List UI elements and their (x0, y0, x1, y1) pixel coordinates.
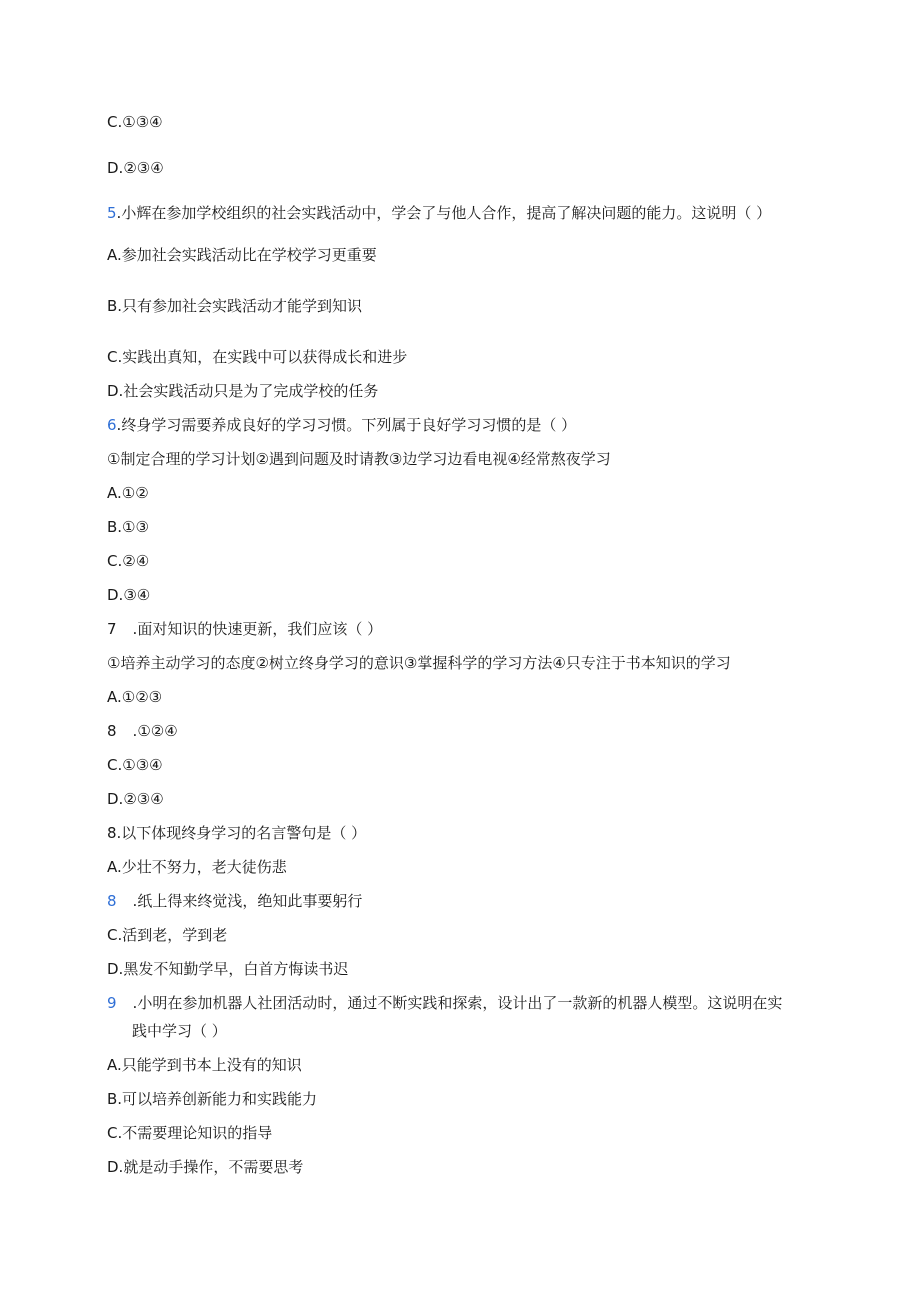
q8-option-c: C.活到老，学到老 (107, 926, 228, 944)
q7-option-d: D.②③④ (107, 790, 164, 808)
option-number: 8 (107, 892, 117, 910)
question-text: .终身学习需要养成良好的学习习惯。下列属于良好学习习惯的是（ ） (116, 416, 577, 434)
option-c: C.①③④ (107, 113, 163, 131)
q7-items: ①培养主动学习的态度②树立终身学习的意识③掌握科学的学习方法④只专注于书本知识的学习 (107, 654, 731, 672)
q6-option-a: A.①② (107, 484, 149, 502)
question-8-stem: 8.以下体现终身学习的名言警句是（ ） (107, 824, 367, 842)
q7-option-a: A.①②③ (107, 688, 163, 706)
option-text: .①②④ (132, 722, 178, 740)
q6-option-b: B.①③ (107, 518, 149, 536)
q7-option-b (107, 721, 178, 741)
q5-option-b: B.只有参加社会实践活动才能学到知识 (107, 297, 363, 315)
question-number: 6 (107, 416, 117, 434)
q8-option-a: A.少壮不努力，老大徒伤悲 (107, 858, 287, 876)
question-7-stem (107, 619, 382, 639)
question-6-stem (107, 415, 576, 435)
q8-option-b (107, 891, 362, 911)
q5-option-d: D.社会实践活动只是为了完成学校的任务 (107, 382, 379, 400)
q9-option-d: D.就是动手操作，不需要思考 (107, 1158, 304, 1176)
q9-option-a: A.只能学到书本上没有的知识 (107, 1056, 302, 1074)
question-9-stem (107, 993, 782, 1013)
question-9-stem-continued: 践中学习（ ） (132, 1022, 227, 1040)
question-number: 5 (107, 204, 117, 222)
q5-option-a: A.参加社会实践活动比在学校学习更重要 (107, 246, 377, 264)
option-d: D.②③④ (107, 159, 164, 177)
q9-option-c: C.不需要理论知识的指导 (107, 1124, 273, 1142)
question-5-stem (107, 203, 771, 223)
option-number: 8 (107, 722, 117, 740)
q5-option-c: C.实践出真知，在实践中可以获得成长和进步 (107, 348, 408, 366)
question-text: .小明在参加机器人社团活动时，通过不断实践和探索，设计出了一款新的机器人模型。这说明在实 (132, 994, 783, 1012)
q6-option-d: D.③④ (107, 586, 151, 604)
q7-option-c: C.①③④ (107, 756, 163, 774)
q8-option-d: D.黑发不知勤学早，白首方悔读书迟 (107, 960, 349, 978)
question-number: 9 (107, 994, 117, 1012)
option-text: .纸上得来终觉浅，绝知此事要躬行 (132, 892, 363, 910)
q6-option-c: C.②④ (107, 552, 150, 570)
question-text: .小辉在参加学校组织的社会实践活动中，学会了与他人合作，提高了解决问题的能力。这说明（ ） (116, 204, 772, 222)
question-text: .面对知识的快速更新，我们应该（ ） (132, 620, 383, 638)
q9-option-b: B.可以培养创新能力和实践能力 (107, 1090, 318, 1108)
question-number: 7 (107, 620, 117, 638)
q6-items: ①制定合理的学习计划②遇到问题及时请教③边学习边看电视④经常熬夜学习 (107, 450, 611, 468)
